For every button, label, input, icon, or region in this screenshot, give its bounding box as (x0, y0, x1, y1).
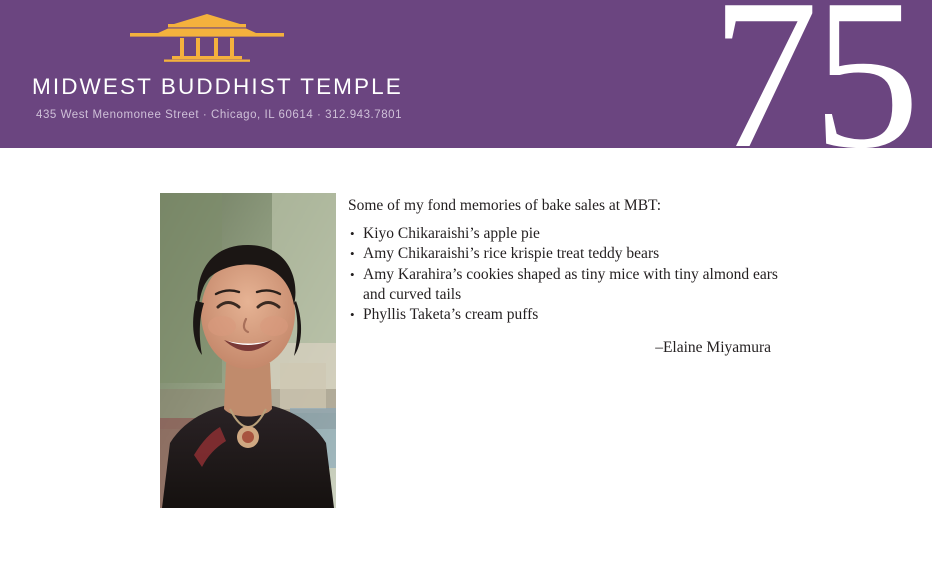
list-item: • Phyllis Taketa’s cream puffs (348, 305, 788, 325)
organization-name: MIDWEST BUDDHIST TEMPLE (32, 74, 403, 99)
memory-list (348, 224, 788, 325)
temple-roof-icon (128, 14, 286, 62)
portrait-photo (160, 193, 336, 508)
list-item: • Kiyo Chikaraishi’s apple pie (348, 224, 788, 244)
testimonial-attribution: –Elaine Miyamura (655, 339, 771, 357)
list-item: • Amy Karahira’s cookies shaped as tiny mice with tiny almond ears and curved tails (348, 265, 788, 306)
list-item: • Amy Chikaraishi’s rice krispie treat teddy bears (348, 244, 788, 264)
organization-address: 435 West Menomonee Street · Chicago, IL 60614 · 312.943.7801 (36, 109, 403, 121)
page-header (0, 0, 932, 148)
anniversary-number: 75 (711, 0, 914, 148)
testimonial-intro: Some of my fond memories of bake sales at MBT: (348, 197, 662, 214)
header-inner (0, 0, 932, 148)
testimonial-block (348, 196, 788, 357)
page-content (0, 148, 932, 562)
